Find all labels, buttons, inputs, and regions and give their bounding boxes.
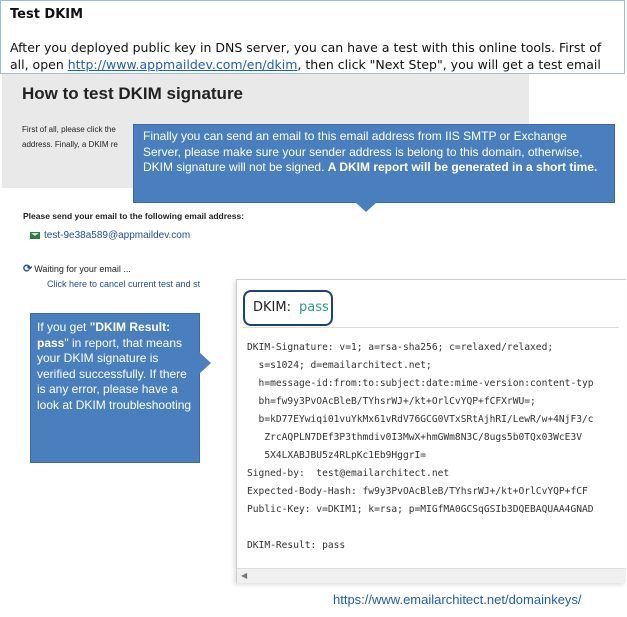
test-email-text: test-9e38a589@appmaildev.com bbox=[44, 230, 191, 241]
divider bbox=[243, 327, 619, 328]
screenshot-heading: How to test DKIM signature bbox=[22, 84, 244, 103]
refresh-icon: ⟳ bbox=[23, 263, 33, 275]
report-line: ZrcAQPLN7DEf3P3thmdiv0I3MwX+hmGWm8N3C/8ugs5b0TQx03WcE3V bbox=[247, 432, 583, 443]
callout2-pointer bbox=[199, 352, 211, 374]
intro-box bbox=[0, 0, 625, 74]
dkim-result-callout bbox=[30, 313, 200, 463]
dkim-status-box bbox=[243, 290, 333, 326]
callout2-text-start: If you get bbox=[37, 320, 90, 334]
report-line: bh=fw9y3PvOAcBleB/TYhsrWJ+/kt+OrlCvYQP+fCFXrWU=; bbox=[247, 396, 536, 407]
waiting-text: Waiting for your email ... bbox=[34, 264, 131, 274]
report-line: DKIM-Result: pass bbox=[247, 540, 346, 551]
scroll-left-icon[interactable]: ◀ bbox=[241, 571, 248, 580]
section-title: Test DKIM bbox=[10, 7, 84, 22]
intro-text-end: , then click "Next Step", you will get a test email bbox=[297, 57, 601, 72]
dkim-result-panel bbox=[236, 279, 626, 583]
callout1-pointer bbox=[355, 202, 377, 212]
report-line: 5X4LXABJBU5z4RLpKc1Eb9HggrI= bbox=[247, 450, 427, 461]
screenshot-paragraph-line1: First of all, please click the bbox=[22, 125, 116, 134]
screenshot-paragraph bbox=[22, 122, 142, 152]
report-line: h=message-id:from:to:subject:date:mime-version:content-typ bbox=[247, 378, 594, 389]
callout1-text: Finally you can send an email to this email address from IIS SMTP or Exchange Server, please make sure your sender address is belong to this domain, otherwise, DKIM signature will not be signed. bbox=[143, 129, 583, 174]
report-line: s=s1024; d=emailarchitect.net; bbox=[247, 360, 432, 371]
report-line: Signed-by: test@emailarchitect.net bbox=[247, 468, 450, 479]
report-line: Expected-Body-Hash: fw9y3PvOAcBleB/TYhsrWJ+/kt+OrlCvYQP+fCF bbox=[247, 486, 588, 497]
envelope-icon bbox=[30, 232, 40, 239]
report-line: DKIM-Signature: v=1; a=rsa-sha256; c=relaxed/relaxed; bbox=[247, 342, 554, 353]
callout2-text-end: " in report, that means your DKIM signature is verified successfully. If there is any error, please have a look at DKIM troubleshooting bbox=[37, 335, 192, 412]
send-email-callout bbox=[133, 124, 615, 203]
horizontal-scrollbar[interactable] bbox=[237, 568, 626, 583]
report-line: b=kD77EYwiqi01vuYkMx61vRdV76GCG0VTxSRtAjhRI/LewR/w+4NjF3/c bbox=[247, 414, 594, 425]
intro-text-start: After you deployed public key in DNS server, you can have a test with this online tools. First of all, open bbox=[10, 40, 602, 72]
send-instruction: Please send your email to the following email address: bbox=[23, 211, 245, 221]
callout2-bold: "DKIM Result: pass bbox=[37, 320, 171, 350]
test-email-address[interactable] bbox=[30, 230, 190, 241]
dkim-status-value: pass bbox=[299, 300, 329, 315]
footer-link[interactable]: https://www.emailarchitect.net/domainkeys/ bbox=[333, 592, 582, 607]
appmaildev-link[interactable]: http://www.appmaildev.com/en/dkim bbox=[67, 57, 298, 72]
dkim-label: DKIM: bbox=[253, 300, 291, 315]
callout1-bold: A DKIM report will be generated in a short time. bbox=[327, 160, 598, 174]
screenshot-paragraph-line2: address. Finally, a DKIM re bbox=[22, 140, 118, 149]
waiting-status bbox=[23, 262, 131, 275]
report-line: Public-Key: v=DKIM1; k=rsa; p=MIGfMA0GCSqGSIb3DQEBAQUAA4GNAD bbox=[247, 504, 594, 515]
cancel-test-link[interactable]: Click here to cancel current test and st bbox=[47, 279, 201, 289]
